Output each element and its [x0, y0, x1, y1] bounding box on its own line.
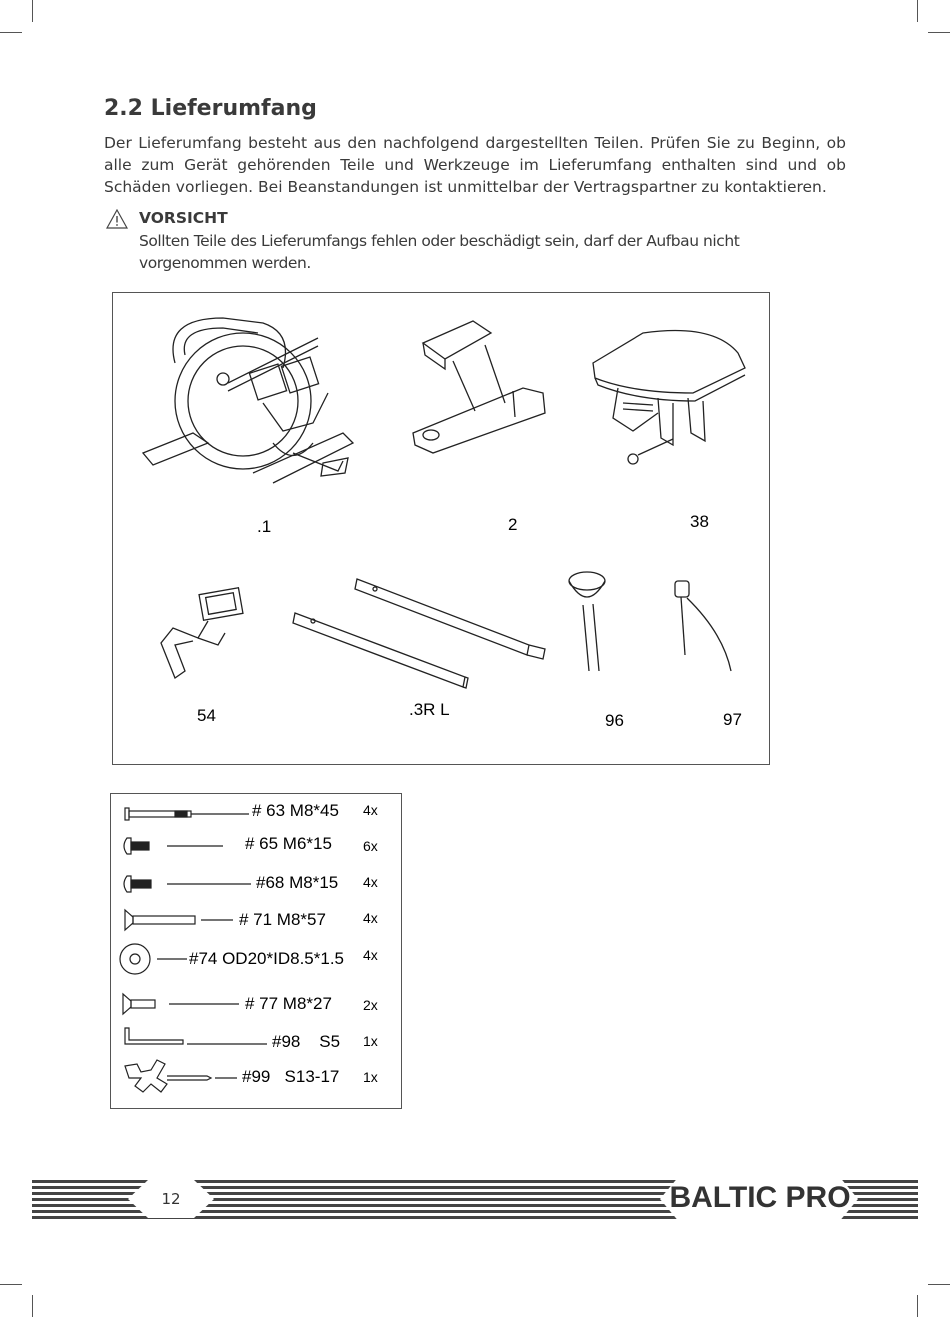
crop-mark [32, 1295, 33, 1317]
intro-paragraph: Der Lieferumfang besteht aus den nachfolgend dargestellten Teilen. Prüfen Sie zu Beginn, ob alle zum Gerät gehörenden Teile und Werkzeuge im Lieferumfang enthalten sind und ob Schäden vorliegen. Bei Beanstandungen ist unmittelbar der Vertragspartner zu kontaktieren. [104, 134, 846, 196]
seat-illustration [593, 331, 745, 465]
washer-icon [120, 944, 187, 974]
part-label: 54 [197, 706, 216, 725]
crop-mark [917, 1295, 918, 1317]
stabilizer-illustration [413, 321, 545, 453]
hardware-list [110, 793, 402, 1109]
crop-mark [0, 1284, 22, 1285]
knob-pin-illustration [569, 572, 605, 671]
hardware-qty: 4x [363, 802, 378, 818]
monitor-illustration [161, 588, 243, 678]
flat-head-bolt-icon [123, 994, 239, 1014]
crop-mark [928, 32, 950, 33]
parts-illustration [113, 293, 771, 766]
part-label: 2 [508, 515, 518, 534]
hardware-label: # 71 M8*57 [239, 910, 326, 929]
hardware-qty: 4x [363, 874, 378, 890]
part-label: 38 [690, 512, 709, 531]
rower-frame-illustration [143, 318, 353, 483]
hardware-qty: 4x [363, 947, 378, 963]
flat-head-bolt-icon [125, 910, 233, 930]
crop-mark [917, 0, 918, 22]
wrench-icon [125, 1060, 237, 1092]
part-label: .1 [257, 517, 272, 536]
hardware-label: # 65 M6*15 [245, 834, 332, 853]
crop-mark [928, 1284, 950, 1285]
hardware-label: #99 S13-17 [242, 1067, 340, 1086]
page-number: 12 [161, 1190, 181, 1208]
warning-triangle-icon [106, 209, 128, 229]
round-screw-icon [124, 876, 251, 892]
crop-mark [0, 32, 22, 33]
hardware-qty: 6x [363, 838, 378, 854]
part-label: 97 [723, 710, 742, 729]
parts-overview [112, 292, 770, 765]
part-label: 96 [605, 711, 624, 730]
hardware-label: #98 S5 [272, 1032, 341, 1051]
allen-key-icon [125, 1028, 267, 1044]
part-label: .3R L [409, 700, 450, 719]
rails-illustration [293, 579, 545, 688]
hardware-label: #74 OD20*ID8.5*1.5 [189, 949, 344, 968]
brand-logo: BALTIC PRO [669, 1181, 851, 1214]
hardware-qty: 1x [363, 1069, 378, 1085]
warning-text: Sollten Teile des Lieferumfangs fehlen oder beschädigt sein, darf der Aufbau nicht vorgenommen werden. [139, 232, 740, 272]
hardware-qty: 1x [363, 1033, 378, 1049]
round-screw-icon [124, 838, 223, 854]
warning-title: VORSICHT [139, 209, 228, 227]
hardware-label: #68 M8*15 [256, 873, 339, 892]
long-bolt-icon [125, 808, 249, 820]
hardware-qty: 2x [363, 997, 378, 1013]
page-title: 2.2 Lieferumfang [104, 96, 317, 121]
hardware-label: # 77 M8*27 [245, 994, 332, 1013]
crop-mark [32, 0, 33, 22]
hardware-label: # 63 M8*45 [252, 801, 339, 820]
sensor-cable-illustration [675, 581, 731, 671]
hardware-qty: 4x [363, 910, 378, 926]
